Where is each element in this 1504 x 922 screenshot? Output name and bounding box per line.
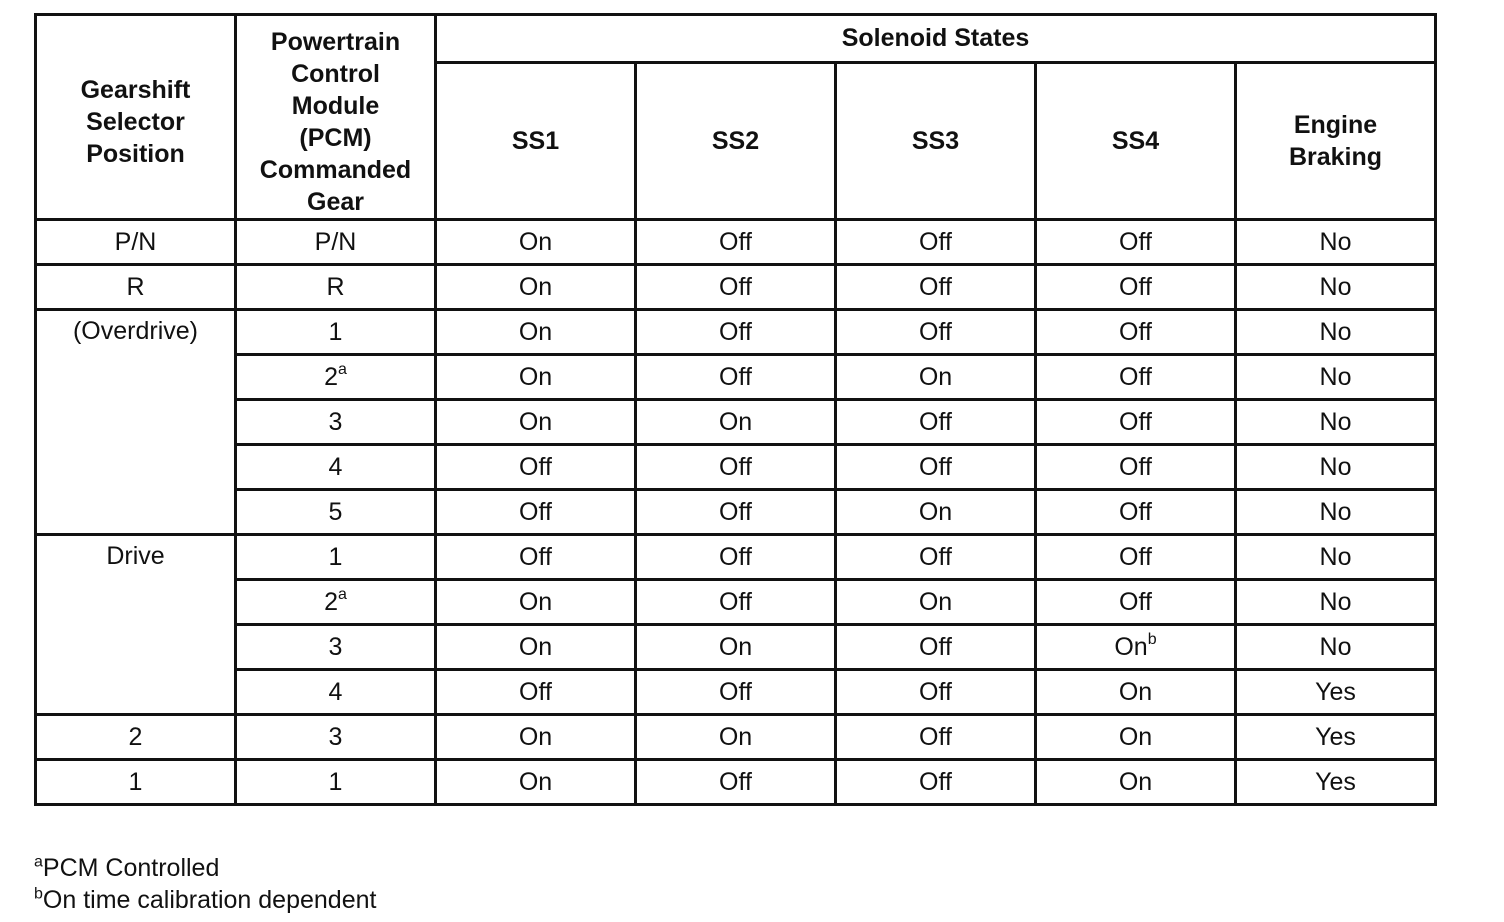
- ss2-cell: [636, 355, 836, 400]
- ss4-value: Off: [1119, 498, 1152, 526]
- commanded-gear-cell: [236, 580, 436, 625]
- table-row: [36, 670, 1436, 715]
- ss2-cell: [636, 310, 836, 355]
- ss2-cell: [636, 490, 836, 535]
- commanded-gear-cell: [236, 760, 436, 805]
- gear-value: 3: [328, 633, 343, 661]
- ss4-value: Off: [1119, 543, 1152, 571]
- ss1-cell: [436, 580, 636, 625]
- table-row: [36, 355, 1436, 400]
- ss1-cell: [436, 625, 636, 670]
- table-row: [36, 580, 1436, 625]
- commanded-gear-cell: [236, 445, 436, 490]
- ss4-cell: [1036, 310, 1236, 355]
- footnote-b: [34, 884, 376, 916]
- pcm-header-line: Control: [291, 60, 380, 88]
- ss1-cell: [436, 400, 636, 445]
- ss2-value: Off: [719, 228, 752, 256]
- ss4-cell: [1036, 490, 1236, 535]
- ss2-value: On: [718, 633, 753, 661]
- ss1-value: On: [518, 633, 553, 661]
- selector-position-header: [36, 15, 236, 220]
- footnote-a: [34, 852, 376, 884]
- ss3-cell: [836, 355, 1036, 400]
- commanded-gear-cell: [236, 715, 436, 760]
- ss2-value: Off: [719, 543, 752, 571]
- ss3-cell: [836, 715, 1036, 760]
- ss2-header: SS2: [636, 62, 836, 219]
- ss4-cell: [1036, 580, 1236, 625]
- ss1-cell: [436, 355, 636, 400]
- engine-braking-cell: No: [1236, 355, 1436, 400]
- commanded-gear-cell: [236, 490, 436, 535]
- ss2-cell: [636, 580, 836, 625]
- ss2-value: Off: [719, 273, 752, 301]
- ss4-value: Off: [1119, 453, 1152, 481]
- commanded-gear-cell: [236, 265, 436, 310]
- ss2-cell: [636, 760, 836, 805]
- table-row: [36, 445, 1436, 490]
- gear-value: 1: [328, 543, 343, 571]
- ss4-cell: [1036, 400, 1236, 445]
- engine-braking-cell: No: [1236, 625, 1436, 670]
- ss3-cell: [836, 445, 1036, 490]
- ss2-value: Off: [719, 768, 752, 796]
- ss1-value: Off: [519, 678, 552, 706]
- ss1-cell: [436, 535, 636, 580]
- solenoid-states-header: Solenoid States: [436, 15, 1436, 63]
- footnotes: [34, 852, 376, 916]
- table-row: [36, 265, 1436, 310]
- table-row: [36, 715, 1436, 760]
- ss3-value: Off: [919, 318, 952, 346]
- table-row: [36, 490, 1436, 535]
- ss4-value: On: [1118, 723, 1153, 751]
- engine-braking-cell: No: [1236, 535, 1436, 580]
- ss4-value: Off: [1119, 318, 1152, 346]
- gear-value: R: [326, 273, 345, 301]
- selector-position-cell: 2: [36, 715, 236, 760]
- ss3-value: Off: [919, 543, 952, 571]
- ss3-value: Off: [919, 723, 952, 751]
- ss2-value: Off: [719, 678, 752, 706]
- gear-value: P/N: [314, 228, 357, 256]
- engine-braking-cell: No: [1236, 490, 1436, 535]
- ss2-value: Off: [719, 498, 752, 526]
- ss1-header: SS1: [436, 62, 636, 219]
- ss1-value: On: [518, 408, 553, 436]
- selector-position-cell: 1: [36, 760, 236, 805]
- gear-value: 2: [324, 363, 338, 391]
- ss2-value: Off: [719, 588, 752, 616]
- pcm-commanded-gear-header: [236, 15, 436, 220]
- footnote-mark: a: [338, 585, 347, 603]
- commanded-gear-cell: [236, 670, 436, 715]
- ss1-cell: [436, 445, 636, 490]
- gear-value: 2: [324, 588, 338, 616]
- ss2-value: Off: [719, 318, 752, 346]
- engine-braking-cell: Yes: [1236, 760, 1436, 805]
- ss1-value: Off: [519, 453, 552, 481]
- table-body: [36, 220, 1436, 805]
- table-row: [36, 400, 1436, 445]
- ss4-value: On: [1114, 633, 1148, 661]
- ss3-cell: [836, 490, 1036, 535]
- ss1-cell: [436, 715, 636, 760]
- ss4-value: Off: [1119, 273, 1152, 301]
- ss3-cell: [836, 535, 1036, 580]
- ss1-cell: [436, 490, 636, 535]
- gear-value: 5: [328, 498, 343, 526]
- ss2-cell: [636, 265, 836, 310]
- ss3-cell: [836, 400, 1036, 445]
- ss3-value: Off: [919, 408, 952, 436]
- selector-header-line: Gearshift: [80, 76, 191, 104]
- ss3-value: Off: [919, 228, 952, 256]
- solenoid-states-table: [34, 13, 1437, 806]
- table-row: [36, 535, 1436, 580]
- ss4-value: On: [1118, 678, 1153, 706]
- ss3-cell: [836, 580, 1036, 625]
- ss3-cell: [836, 265, 1036, 310]
- engine-braking-cell: No: [1236, 220, 1436, 265]
- engine-braking-header: [1236, 62, 1436, 219]
- commanded-gear-cell: [236, 625, 436, 670]
- ss2-value: On: [718, 408, 753, 436]
- pcm-header-line: Powertrain: [270, 28, 401, 56]
- engine-braking-cell: No: [1236, 310, 1436, 355]
- pcm-header-line: Module: [291, 92, 380, 120]
- ss3-value: Off: [919, 768, 952, 796]
- ss2-cell: [636, 220, 836, 265]
- footnote-text: PCM Controlled: [42, 854, 220, 882]
- ss1-value: On: [518, 768, 553, 796]
- commanded-gear-cell: [236, 220, 436, 265]
- footnote-text: On time calibration dependent: [42, 886, 377, 914]
- footnote-mark: a: [338, 360, 347, 378]
- ss2-value: Off: [719, 363, 752, 391]
- ss2-cell: [636, 535, 836, 580]
- table-row: [36, 625, 1436, 670]
- ss2-cell: [636, 670, 836, 715]
- pcm-header-line: Commanded: [259, 156, 412, 184]
- ss4-cell: [1036, 715, 1236, 760]
- engine-braking-cell: No: [1236, 580, 1436, 625]
- ss1-value: On: [518, 588, 553, 616]
- ss3-value: Off: [919, 453, 952, 481]
- gear-value: 3: [328, 723, 343, 751]
- ss2-value: On: [718, 723, 753, 751]
- commanded-gear-cell: [236, 355, 436, 400]
- ss4-cell: [1036, 625, 1236, 670]
- engine-braking-cell: No: [1236, 400, 1436, 445]
- ss3-cell: [836, 760, 1036, 805]
- selector-header-line: Selector: [86, 108, 185, 136]
- ss1-value: On: [518, 723, 553, 751]
- ss1-cell: [436, 265, 636, 310]
- ss2-cell: [636, 445, 836, 490]
- ss1-cell: [436, 760, 636, 805]
- ss4-header: SS4: [1036, 62, 1236, 219]
- selector-position-cell: Drive: [36, 535, 236, 715]
- ss4-value: Off: [1119, 228, 1152, 256]
- engine-braking-cell: No: [1236, 445, 1436, 490]
- gear-value: 4: [328, 678, 343, 706]
- ss1-value: On: [518, 273, 553, 301]
- ss4-cell: [1036, 265, 1236, 310]
- pcm-header-line: (PCM): [299, 124, 372, 152]
- ss1-cell: [436, 220, 636, 265]
- ss1-value: On: [518, 318, 553, 346]
- ss1-value: On: [518, 363, 553, 391]
- ss4-cell: [1036, 760, 1236, 805]
- ss3-cell: [836, 310, 1036, 355]
- ss2-value: Off: [719, 453, 752, 481]
- ss1-cell: [436, 310, 636, 355]
- selector-position-cell: (Overdrive): [36, 310, 236, 535]
- selector-position-cell: P/N: [36, 220, 236, 265]
- ss4-cell: [1036, 670, 1236, 715]
- footnote-mark: b: [34, 885, 43, 903]
- engine-braking-cell: Yes: [1236, 670, 1436, 715]
- pcm-header-line: Gear: [307, 188, 364, 216]
- engine-braking-cell: Yes: [1236, 715, 1436, 760]
- engine-braking-header-line: Braking: [1288, 142, 1383, 171]
- ss4-cell: [1036, 220, 1236, 265]
- ss4-value: On: [1118, 768, 1153, 796]
- footnote-mark: b: [1147, 630, 1157, 648]
- ss3-cell: [836, 670, 1036, 715]
- engine-braking-header-line: Engine: [1293, 110, 1378, 139]
- engine-braking-cell: No: [1236, 265, 1436, 310]
- gear-value: 3: [328, 408, 343, 436]
- ss2-cell: [636, 715, 836, 760]
- ss3-header: SS3: [836, 62, 1036, 219]
- gear-value: 1: [328, 318, 343, 346]
- commanded-gear-cell: [236, 535, 436, 580]
- commanded-gear-cell: [236, 310, 436, 355]
- ss4-value: Off: [1119, 408, 1152, 436]
- ss1-value: Off: [519, 498, 552, 526]
- table-row: [36, 220, 1436, 265]
- ss4-cell: [1036, 445, 1236, 490]
- selector-header-line: Position: [86, 140, 185, 168]
- ss2-cell: [636, 625, 836, 670]
- ss4-cell: [1036, 355, 1236, 400]
- ss4-cell: [1036, 535, 1236, 580]
- ss3-value: Off: [919, 273, 952, 301]
- gear-value: 1: [328, 768, 343, 796]
- ss4-value: Off: [1119, 588, 1152, 616]
- commanded-gear-cell: [236, 400, 436, 445]
- ss1-value: Off: [519, 543, 552, 571]
- ss3-value: Off: [919, 678, 952, 706]
- ss3-value: Off: [919, 633, 952, 661]
- table-row: [36, 760, 1436, 805]
- ss3-value: On: [918, 363, 953, 391]
- ss1-value: On: [518, 228, 553, 256]
- ss2-cell: [636, 400, 836, 445]
- gear-value: 4: [328, 453, 343, 481]
- selector-position-cell: R: [36, 265, 236, 310]
- ss3-cell: [836, 220, 1036, 265]
- footnote-mark: a: [34, 853, 43, 871]
- ss3-value: On: [918, 588, 953, 616]
- ss1-cell: [436, 670, 636, 715]
- table-row: [36, 310, 1436, 355]
- ss3-value: On: [918, 498, 953, 526]
- ss4-value: Off: [1119, 363, 1152, 391]
- ss3-cell: [836, 625, 1036, 670]
